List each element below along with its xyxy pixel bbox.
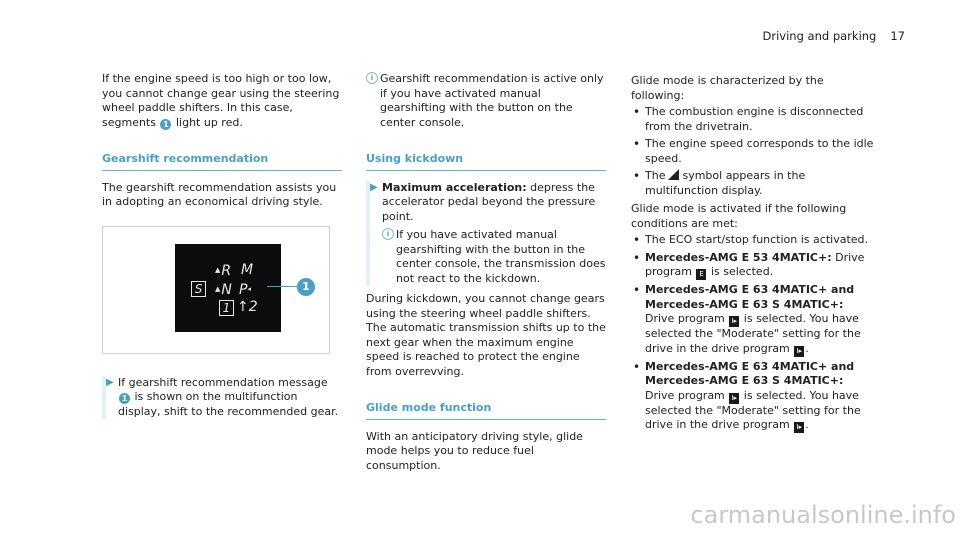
column-2 xyxy=(366,72,608,481)
list-item: • The combustion engine is disconnected from the drivetrain. xyxy=(631,105,875,134)
drive-program-i-icon: I▸ xyxy=(794,346,804,357)
column-3 xyxy=(631,74,875,436)
list-item: • Mercedes-AMG E 63 4MATIC+ and Mercedes-AMG E 63 S 4MATIC+: Drive program I▸ is selected. You have selected the "Moderate" setting for the drive in the drive program I▸ . xyxy=(631,360,875,434)
step-block xyxy=(102,376,342,420)
info-icon: i xyxy=(382,228,394,240)
glide-symbol-icon xyxy=(668,169,679,180)
callout-1-icon: 1 xyxy=(119,393,130,404)
info-icon: i xyxy=(366,72,378,84)
gearshift-paragraph: The gearshift recommendation assists you in adopting an economical driving style. xyxy=(102,180,337,208)
gear-m: M xyxy=(241,261,254,278)
upshift-recommendation: ↑2 xyxy=(237,298,258,315)
list-item: • The symbol appears in the multifunction display. xyxy=(631,169,875,198)
gear-s-box: S xyxy=(191,281,206,297)
kickdown-paragraph: During kickdown, you cannot change gears using the steering wheel paddle shifters. The automatic transmission shifts up to the next gear when the maximum engine speed is reached to protect the engine from overrevving. xyxy=(366,292,606,378)
drive-program-i-icon: I▸ xyxy=(794,422,804,433)
step-arrow-icon: ▶ xyxy=(106,376,114,388)
gear-display-figure xyxy=(102,226,330,354)
heading-using-kickdown: Using kickdown xyxy=(366,152,606,171)
heading-glide-mode: Glide mode function xyxy=(366,401,606,420)
gear-1-box: 1 xyxy=(219,300,234,316)
up-triangle-icon: ▲ xyxy=(215,265,221,274)
gear-p: P◂ xyxy=(239,281,251,298)
gear-n: ▲N xyxy=(215,281,232,298)
up-triangle-icon: ▲ xyxy=(215,284,221,293)
page-number: 17 xyxy=(890,29,905,43)
step-block xyxy=(366,181,608,287)
step-arrow-icon: ▶ xyxy=(370,181,378,193)
gear-r: ▲R xyxy=(215,262,232,279)
glide-paragraph: With an anticipatory driving style, glide mode helps you to reduce fuel consumption. xyxy=(366,429,583,472)
glide-lead: Glide mode is characterized by the following: xyxy=(631,74,824,102)
callout-leader-line xyxy=(267,286,297,287)
step-kickdown: ▶ Maximum acceleration: depress the accelerator pedal beyond the pressure point. xyxy=(370,180,596,223)
drive-program-i-icon: I▸ xyxy=(729,393,739,404)
drive-program-i-icon: I▸ xyxy=(729,316,739,327)
glide-lead-2: Glide mode is activated if the following conditions are met: xyxy=(631,202,847,230)
info-note: i If you have activated manual gearshifting with the button in the center console, the transmission does not react to the kickdown. xyxy=(382,228,608,286)
info-note: i Gearshift recommendation is active only if you have activated manual gearshifting with the button on the center console. xyxy=(366,72,608,130)
watermark: carmanualsonline.info xyxy=(690,501,956,529)
left-triangle-icon: ◂ xyxy=(247,284,251,293)
list-item: • The engine speed corresponds to the idle speed. xyxy=(631,137,875,166)
callout-1-icon: 1 xyxy=(160,119,171,130)
drive-program-e-icon: E xyxy=(696,269,706,280)
list-item: • Mercedes-AMG E 63 4MATIC+ and Mercedes-AMG E 63 S 4MATIC+: Drive program I▸ is selected. You have selected the "Moderate" setting for the drive in the drive program I▸ . xyxy=(631,283,875,357)
multifunction-display xyxy=(175,244,281,332)
page-header xyxy=(763,29,905,43)
column-1 xyxy=(102,72,342,419)
intro-paragraph: If the engine speed is too high or too low, you cannot change gear using the steering wheel paddle shifters. In this case, segments 1 light up red. xyxy=(102,72,340,129)
list-item: • Mercedes-AMG E 53 4MATIC+: Drive program E is selected. xyxy=(631,251,875,281)
figure-callout-1-icon: 1 xyxy=(297,278,315,296)
section-title: Driving and parking xyxy=(762,29,877,43)
list-item: • The ECO start/stop function is activated. xyxy=(631,233,875,248)
heading-gearshift-recommendation: Gearshift recommendation xyxy=(102,152,342,171)
step-gearshift: ▶ If gearshift recommendation message 1 is shown on the multifunction display, shift to the recommended gear. xyxy=(106,375,339,418)
